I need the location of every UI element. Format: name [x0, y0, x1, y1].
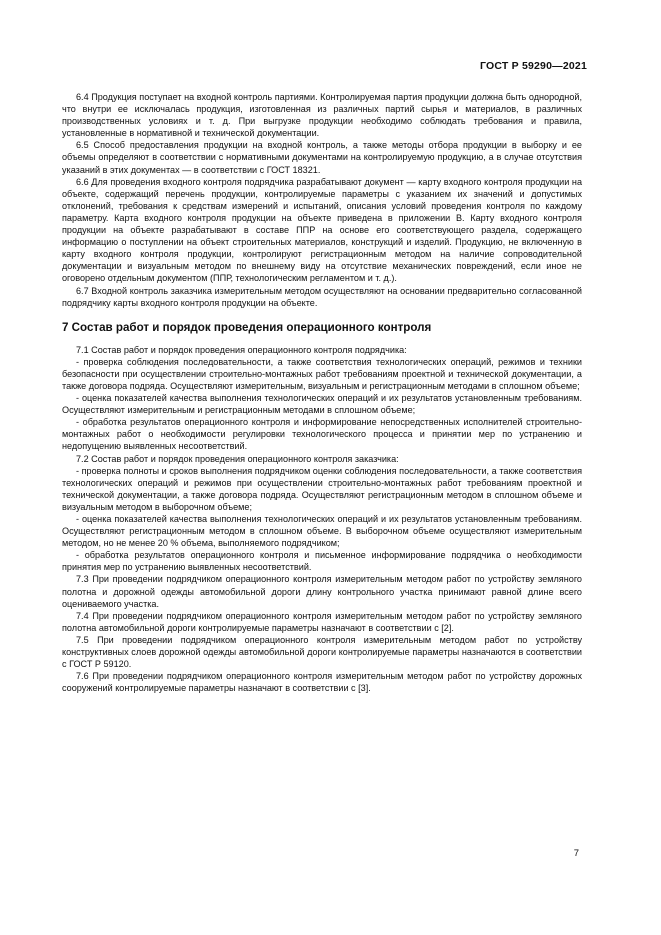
list-item: - проверка полноты и сроков выполнения подрядчиком оценки соблюдения последовательности, а также соответствия технологических операций и режимов при осуществлении строительно-монтажных работ требованиям проектной и технической документации, а также договора подряда. Осуществляют регистрационным методом в сплошном объеме и визуальным методом в выборочном объеме; [62, 465, 582, 512]
list-item: - обработка результатов операционного контроля и письменное информирование подрядчика о необходимости принятия мер по устранению выявленных несоответствий. [62, 550, 582, 573]
paragraph-6-7: 6.7 Входной контроль заказчика измерительным методом осуществляют на основании предварительно согласованной подрядчику карты входного контроля продукции на объекте. [62, 285, 582, 308]
list-item: - проверка соблюдения последовательности, а также соответствия технологических операций, режимов и техники безопасности при осуществлении строительно-монтажных работ требованиям проектной и технической документации, а также договора подряда. Осуществляют измерительным, визуальным и регистрационным методами в сплошном объеме; [62, 356, 582, 391]
paragraph-6-4: 6.4 Продукция поступает на входной контроль партиями. Контролируемая партия продукции должна быть однородной, что внутри ее исключалась продукция, изготовленная из различных партий сырья и материалов, в различных производственных условиях и т. д. При выгрузке продукции необходимо соблюдать требования и правила, установленные в нормативной и технической документации. [62, 92, 582, 139]
page-number: 7 [573, 848, 579, 859]
paragraph-7-6: 7.6 При проведении подрядчиком операционного контроля измерительным методом работ по устройству дорожных сооружений контролируемые параметры назначают в соответствии с [3]. [62, 671, 582, 694]
list-item: - оценка показателей качества выполнения технологических операций и их результатов установленным требованиям. Осуществляют измерительным и регистрационным методами в сплошном объеме; [62, 393, 582, 416]
paragraph-7-2: 7.2 Состав работ и порядок проведения операционного контроля заказчика: [76, 453, 399, 464]
section-heading: 7 Состав работ и порядок проведения операционного контроля [62, 320, 432, 334]
list-item: - обработка результатов операционного контроля и информирование непосредственных исполнителей строительно-монтажных работ о необходимости регулировки технологического процесса и принятии мер по устранению и недопущению выявленных несоответствий. [62, 417, 582, 452]
paragraph-7-3: 7.3 При проведении подрядчиком операционного контроля измерительным методом работ по устройству земляного полотна и дорожной одежды автомобильной дороги длину контрольного участка принимают равной длине всего оцениваемого участка. [62, 574, 582, 609]
paragraph-7-4: 7.4 При проведении подрядчиком операционного контроля измерительным методом работ по устройству земляного полотна автомобильной дороги контролируемые параметры назначают в соответствии с [2]. [62, 610, 582, 633]
standard-number: ГОСТ Р 59290—2021 [479, 60, 587, 72]
page-body [62, 91, 582, 694]
paragraph-7-1: 7.1 Состав работ и порядок проведения операционного контроля подрядчика: [76, 344, 407, 355]
paragraph-6-6: 6.6 Для проведения входного контроля подрядчика разрабатывают документ — карту входного контроля продукции на объекте, содержащий перечень продукции, контролируемые параметры с указанием их значений и допустимых отклонений, требования к средствам измерений и испытаний, описания условий проведения контроля по каждому параметру. Карта входного контроля продукции на объекте приведена в приложении В. Карту входного контроля продукции на объекте разрабатывают в составе ППР на основе его соответствующего раздела, содержащего информацию о поступлении на объект строительных материалов, конструкций и изделий. Продукцию, не включенную в карту входного контроля продукции, контролируют регистрационным методом на наличие сопроводительной документации и визуальным методом по внешнему виду на отсутствие механических повреждений, если иное не оговорено отдельным документом (ППР, технологическим регламентом и т. д.). [62, 176, 582, 284]
paragraph-7-5: 7.5 При проведении подрядчиком операционного контроля измерительным методом работ по устройству конструктивных слоев дорожной одежды автомобильной дороги контролируемые параметры назначаются в соответствии с ГОСТ Р 59120. [62, 634, 582, 670]
list-item: - оценка показателей качества выполнения технологических операций и их результатов установленным требованиям. Осуществляют регистрационным методом в сплошном объеме. В выборочном объеме осуществляют измерительным методом, но не менее 20 % объема, выполняемого подрядчиком; [62, 514, 582, 549]
paragraph-6-5: 6.5 Способ предоставления продукции на входной контроль, а также методы отбора продукции в выборку и ее объемы определяют в соответствии с нормативными документами на контролируемую продукцию, а в случае отсутствия указаний в этих документах — в соответствии с ГОСТ 18321. [62, 140, 582, 175]
